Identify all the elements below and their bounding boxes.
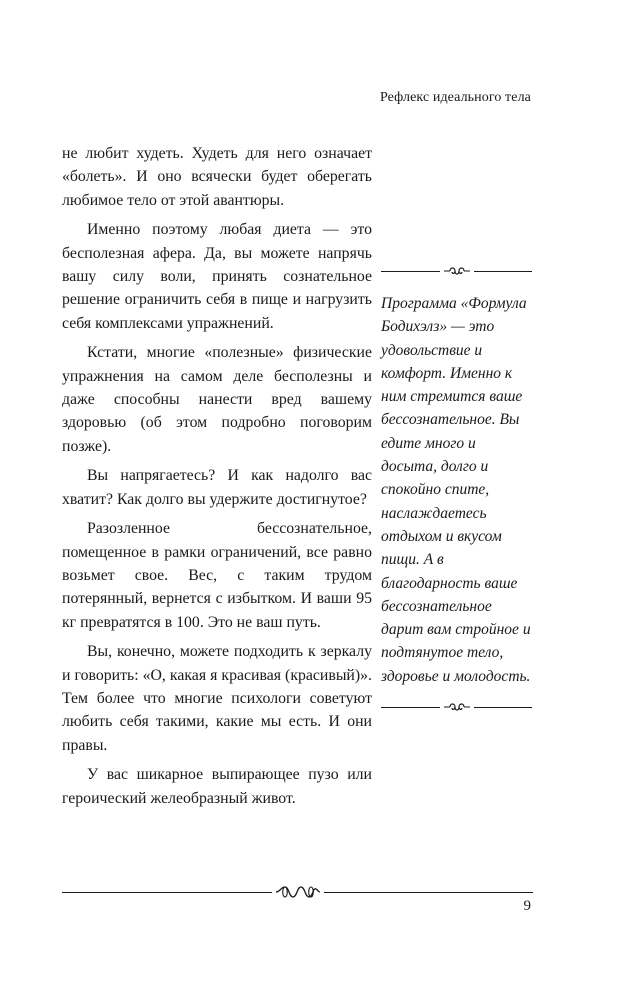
scroll-ornament-icon (442, 700, 472, 714)
scroll-ornament-icon (442, 264, 472, 278)
rule-line (381, 271, 440, 272)
callout-bottom-rule (381, 696, 532, 718)
callout-top-rule (381, 260, 532, 282)
rule-line (381, 707, 440, 708)
rule-line (474, 271, 533, 272)
paragraph: Именно поэтому любая диета — это бесполезная афера. Да, вы можете напрячь вашу силу воли, принять сознательное решение ограничить себя в пище и нагрузить себя комплексами упражнений. (62, 221, 372, 332)
sidebar-callout (381, 260, 532, 718)
rule-line (324, 892, 534, 893)
paragraph: не любит худеть. Худеть для него означает «болеть». И оно всячески будет оберегать любимое тело от этой авантюры. (62, 145, 372, 209)
footer-rule (62, 882, 533, 902)
running-title: Рефлекс идеального тела (379, 90, 531, 105)
paragraph: У вас шикарное выпирающее пузо или героический желеобразный живот. (62, 766, 372, 807)
rule-line (474, 707, 533, 708)
callout-quote: Программа «Формула Бодихэлз» — это удовольствие и комфорт. Именно к ним стремится ваше бессознательное. Вы едите много и досыта, долго и спокойно спите, наслаждаетесь отдыхом и вкусом пищи. А в благодарность ваше бессознательное дарит вам стройное и подтянутое тело, здоровье и молодость. (381, 295, 531, 685)
page-number: 9 (523, 898, 531, 914)
paragraph: Вы напрягаетесь? И как надолго вас хватит? Как долго вы удержите достигнутое? (62, 467, 372, 508)
main-text-column (62, 142, 372, 816)
paragraph: Разозленное бессознательное, помещенное в рамки ограничений, все равно возьмет свое. Вес, с таким трудом потерянный, вернется с избытком. И ваши 95 кг превратятся в 100. Это не ваш путь. (62, 520, 372, 631)
rule-line (62, 892, 272, 893)
loop-ornament-icon (275, 884, 321, 900)
paragraph: Вы, конечно, можете подходить к зеркалу и говорить: «О, какая я красивая (красивый)». Тем более что многие психологи советуют любить себя такими, какие мы есть. И они правы. (62, 643, 372, 754)
paragraph: Кстати, многие «полезные» физические упражнения на самом деле бесполезны и даже способны нанести вред вашему здоровью (об этом подробно поговорим позже). (62, 344, 372, 455)
